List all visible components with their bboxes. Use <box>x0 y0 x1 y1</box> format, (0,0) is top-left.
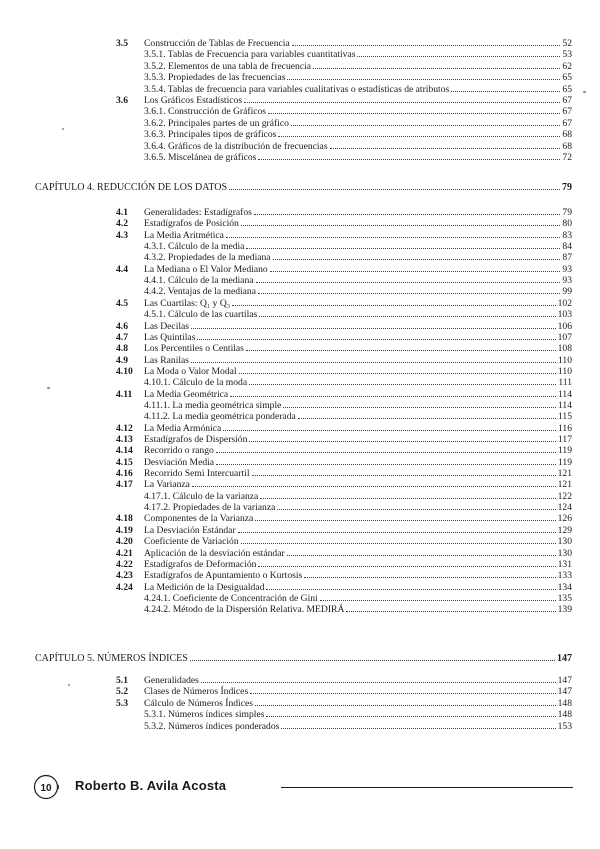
entry-title: 4.3.1. Cálculo de la media <box>144 241 245 253</box>
dot-leader <box>313 61 560 69</box>
dot-leader <box>223 423 556 431</box>
toc-subsection-entry[interactable] <box>144 502 572 513</box>
toc-subsection-entry[interactable] <box>144 84 572 95</box>
toc-subsection-entry[interactable] <box>144 491 572 502</box>
dot-leader <box>255 698 556 706</box>
entry-page-number: 147 <box>557 686 572 698</box>
entry-title: Cálculo de Números Índices <box>144 697 253 709</box>
section-number: 3.5 <box>116 38 128 49</box>
entry-page-number: 148 <box>557 697 572 709</box>
entry-page-number: 121 <box>557 479 572 491</box>
entry-title: Estadígrafos de Deformación <box>144 558 257 570</box>
entry-title: La Desviación Estándar <box>144 524 236 536</box>
chapter-page-number: 147 <box>557 653 572 664</box>
section-number: 5.2 <box>116 686 128 698</box>
dot-leader <box>216 445 556 453</box>
toc-subsection-entry[interactable] <box>144 129 572 140</box>
entry-title: 4.24.2. Método de la Dispersión Relativa. MEDIRÁ <box>144 604 345 616</box>
toc-section-entry[interactable] <box>144 207 572 218</box>
entry-title: Generalidades <box>144 675 199 686</box>
dot-leader <box>260 491 555 499</box>
entry-title: 3.5.4. Tablas de frecuencia para variables cualitativas o estadísticas de atributos <box>144 83 450 95</box>
entry-title: 3.5.1. Tablas de Frecuencia para variables cuantitativas <box>144 49 356 61</box>
dot-leader <box>277 502 555 510</box>
dot-leader <box>255 513 555 521</box>
entry-page-number: 129 <box>557 524 572 536</box>
toc-subsection-entry[interactable] <box>144 709 572 720</box>
entry-page-number: 122 <box>557 490 572 502</box>
entry-title: 4.17.1. Cálculo de la varianza <box>144 490 259 502</box>
entry-title: Desviación Media <box>144 456 215 468</box>
entry-page-number: 153 <box>557 720 572 732</box>
toc-subsection-entry[interactable] <box>144 275 572 286</box>
entry-title: Construcción de Tablas de Frecuencia <box>144 38 290 49</box>
entry-page-number: 148 <box>557 709 572 721</box>
toc-section-entry[interactable] <box>144 457 572 468</box>
entry-page-number: 68 <box>562 140 572 152</box>
entry-page-number: 124 <box>557 502 572 514</box>
section-number: 4.15 <box>116 456 133 468</box>
toc-section-entry[interactable] <box>144 343 572 354</box>
entry-page-number: 106 <box>557 320 572 332</box>
section-number: 4.8 <box>116 343 128 355</box>
entry-title: La Media Armónica <box>144 422 222 434</box>
dot-leader <box>229 181 560 190</box>
toc-subsection-entry[interactable] <box>144 400 572 411</box>
section-number: 4.14 <box>116 445 133 457</box>
entry-title: 3.6.1. Construcción de Gráficos <box>144 106 267 118</box>
section-number: 4.13 <box>116 434 133 445</box>
dot-leader <box>232 298 556 306</box>
section-number: 4.17 <box>116 479 133 491</box>
section-number: 5.1 <box>116 675 128 686</box>
section-number: 4.11 <box>116 388 133 400</box>
dot-leader <box>357 49 560 57</box>
dot-leader <box>283 400 556 408</box>
dot-leader <box>451 84 560 92</box>
dot-leader <box>226 230 560 238</box>
entry-title: La Media Geométrica <box>144 388 229 400</box>
toc-subsection-entry[interactable] <box>144 252 572 263</box>
toc-subsection-entry[interactable] <box>144 721 572 732</box>
dot-leader <box>241 218 561 226</box>
entry-page-number: 130 <box>557 536 572 548</box>
section-number: 4.9 <box>116 354 128 366</box>
entry-page-number: 53 <box>562 49 572 61</box>
entry-title: 4.17.2. Propiedades de la varianza <box>144 502 276 514</box>
toc-section-entry[interactable] <box>144 570 572 581</box>
entry-page-number: 147 <box>557 675 572 686</box>
toc-subsection-entry[interactable] <box>144 286 572 297</box>
entry-page-number: 84 <box>562 241 572 253</box>
dot-leader <box>258 152 560 160</box>
entry-page-number: 52 <box>562 38 572 49</box>
page-footer <box>33 773 573 801</box>
entry-title: 3.5.2. Elementos de una tabla de frecuencia <box>144 60 312 72</box>
entry-title: Aplicación de la desviación estándar <box>144 547 285 559</box>
dot-leader <box>256 275 561 283</box>
toc-section-entry[interactable] <box>144 559 572 570</box>
dot-leader <box>291 118 560 126</box>
section-number: 4.10 <box>116 365 133 377</box>
dot-leader <box>281 721 555 729</box>
dot-leader <box>258 286 560 294</box>
scan-speck <box>68 684 70 686</box>
dot-leader <box>287 548 556 556</box>
toc-section-entry[interactable] <box>144 321 572 332</box>
entry-title: Las Decilas <box>144 320 190 332</box>
dot-leader <box>238 525 556 533</box>
entry-title: 5.3.1. Números índices simples <box>144 709 265 721</box>
entry-page-number: 67 <box>562 95 572 106</box>
entry-page-number: 93 <box>562 263 572 275</box>
section-number: 4.16 <box>116 468 133 480</box>
entry-page-number: 139 <box>557 604 572 616</box>
entry-title: 3.6.3. Principales tipos de gráficos <box>144 129 277 141</box>
dot-leader <box>259 309 555 317</box>
section-number: 4.4 <box>116 263 128 275</box>
toc-section-entry[interactable] <box>144 536 572 547</box>
entry-page-number: 102 <box>557 297 572 309</box>
entry-title: La Moda o Valor Modal <box>144 365 237 377</box>
section-number: 4.6 <box>116 320 128 332</box>
toc-subsection-entry[interactable] <box>144 593 572 604</box>
section-number: 4.20 <box>116 536 133 548</box>
entry-title: Generalidades: Estadígrafos <box>144 207 252 218</box>
dot-leader <box>230 389 556 397</box>
toc-chapter-entry[interactable] <box>35 181 572 194</box>
entry-title: 4.24.1. Coeficiente de Concentración de Gini <box>144 592 318 604</box>
entry-title: La Varianza <box>144 479 190 491</box>
scan-speck <box>62 128 64 130</box>
dot-leader <box>192 479 556 487</box>
dot-leader <box>273 252 561 260</box>
toc-subsection-entry[interactable] <box>144 49 572 60</box>
entry-title: Coeficiente de Variación <box>144 536 239 548</box>
section-number: 4.22 <box>116 558 133 570</box>
dot-leader <box>287 72 560 80</box>
chapter-title: CAPÍTULO 4. REDUCCIÓN DE LOS DATOS <box>35 182 228 193</box>
entry-page-number: 117 <box>557 434 572 445</box>
toc-subsection-entry[interactable] <box>144 411 572 422</box>
toc-section-entry[interactable] <box>144 95 572 106</box>
toc-subsection-entry[interactable] <box>144 61 572 72</box>
toc-section-entry[interactable] <box>144 389 572 400</box>
dot-leader <box>250 686 555 694</box>
entry-page-number: 131 <box>557 558 572 570</box>
entry-title: Recorrido Semi Intercuartil <box>144 468 250 480</box>
entry-page-number: 67 <box>562 106 572 118</box>
toc-section-entry[interactable] <box>144 218 572 229</box>
entry-title: 3.6.2. Principales partes de un gráfico <box>144 117 289 129</box>
toc-section-entry[interactable] <box>144 264 572 275</box>
entry-page-number: 134 <box>557 581 572 593</box>
entry-page-number: 68 <box>562 129 572 141</box>
entry-title: 4.10.1. Cálculo de la moda <box>144 377 248 389</box>
section-number: 5.3 <box>116 697 128 709</box>
section-number: 4.21 <box>116 547 133 559</box>
dot-leader <box>258 559 555 567</box>
entry-page-number: 115 <box>557 411 572 423</box>
author-name: Roberto B. Avila Acosta <box>75 778 227 793</box>
section-number: 3.6 <box>116 95 128 106</box>
section-number: 4.19 <box>116 524 133 536</box>
dot-leader <box>254 207 561 215</box>
entry-title: La Mediana o El Valor Mediano <box>144 263 268 275</box>
entry-page-number: 67 <box>562 117 572 129</box>
entry-page-number: 110 <box>557 365 572 377</box>
dot-leader <box>270 264 561 272</box>
dot-leader <box>320 593 556 601</box>
entry-page-number: 103 <box>557 309 572 321</box>
entry-page-number: 114 <box>557 399 572 411</box>
entry-title: 4.4.2. Ventajas de la mediana <box>144 286 256 298</box>
dot-leader <box>249 434 556 442</box>
entry-title: Clases de Números Índices <box>144 686 249 698</box>
entry-page-number: 133 <box>557 570 572 582</box>
toc-section-entry[interactable] <box>144 698 572 709</box>
entry-page-number: 65 <box>562 83 572 95</box>
entry-title: 4.3.2. Propiedades de la mediana <box>144 252 271 264</box>
toc-section-entry[interactable] <box>144 479 572 490</box>
dot-leader <box>266 709 555 717</box>
toc-section-entry[interactable] <box>144 686 572 697</box>
entry-title: 4.11.2. La media geométrica ponderada <box>144 411 296 423</box>
entry-title: Los Percentiles o Centilas <box>144 343 244 355</box>
entry-title: Las Ranilas <box>144 354 190 366</box>
toc-subsection-entry[interactable] <box>144 377 572 388</box>
entry-page-number: 83 <box>562 229 572 241</box>
entry-page-number: 107 <box>557 331 572 343</box>
entry-page-number: 65 <box>562 72 572 84</box>
toc-section-entry[interactable] <box>144 38 572 49</box>
entry-page-number: 119 <box>557 456 572 468</box>
entry-page-number: 79 <box>562 207 572 218</box>
dot-leader <box>304 570 555 578</box>
entry-title: Las Cuartilas: Q₁ y Q₃ <box>144 297 231 309</box>
entry-title: Estadígrafos de Posición <box>144 218 239 230</box>
entry-page-number: 62 <box>562 60 572 72</box>
section-number: 4.5 <box>116 297 128 309</box>
section-number: 4.1 <box>116 207 128 218</box>
scan-speck <box>47 387 50 389</box>
entry-title: Recorrido o rango <box>144 445 214 457</box>
entry-title: Los Gráficos Estadísticos <box>144 95 243 106</box>
toc-section-entry[interactable] <box>144 332 572 343</box>
section-number: 4.2 <box>116 218 128 230</box>
entry-title: Estadígrafos de Dispersión <box>144 434 248 445</box>
toc-subsection-entry[interactable] <box>144 309 572 320</box>
entry-page-number: 126 <box>557 513 572 525</box>
entry-title: 3.5.3. Propiedades de las frecuencias <box>144 72 286 84</box>
section-number: 4.12 <box>116 422 133 434</box>
dot-leader <box>197 332 555 340</box>
page-number-badge <box>33 774 59 800</box>
dot-leader <box>190 652 555 661</box>
dot-leader <box>266 582 555 590</box>
section-number: 4.3 <box>116 229 128 241</box>
dot-leader <box>244 95 560 103</box>
entry-page-number: 135 <box>557 592 572 604</box>
entry-title: Las Quintilas <box>144 331 196 343</box>
dot-leader <box>249 377 556 385</box>
entry-page-number: 110 <box>557 354 572 366</box>
chapter-title: CAPÍTULO 5. NÚMEROS ÍNDICES <box>35 653 188 664</box>
entry-page-number: 93 <box>562 275 572 287</box>
entry-page-number: 119 <box>557 445 572 457</box>
dot-leader <box>278 129 560 137</box>
toc-section-entry[interactable] <box>144 525 572 536</box>
section-number: 4.23 <box>116 570 133 582</box>
entry-title: 3.6.4. Gráficos de la distribución de frecuencias <box>144 140 328 152</box>
entry-page-number: 116 <box>557 422 572 434</box>
chapter-page-number: 79 <box>562 182 572 193</box>
toc-section-entry[interactable] <box>144 468 572 479</box>
entry-page-number: 114 <box>557 388 572 400</box>
dot-leader <box>191 321 556 329</box>
entry-title: La Medición de la Desigualdad <box>144 581 265 593</box>
entry-title: Componentes de la Varianza <box>144 513 254 525</box>
entry-page-number: 130 <box>557 547 572 559</box>
dot-leader <box>246 343 556 351</box>
entry-title: 3.6.5. Miscelánea de gráficos <box>144 152 257 163</box>
toc-subsection-entry[interactable] <box>144 106 572 117</box>
entry-title: 4.11.1. La media geométrica simple <box>144 399 282 411</box>
section-number: 4.18 <box>116 513 133 525</box>
entry-title: La Media Aritmética <box>144 229 224 241</box>
toc-subsection-entry[interactable] <box>144 141 572 152</box>
entry-page-number: 87 <box>562 252 572 264</box>
dot-leader <box>330 141 561 149</box>
entry-title: 5.3.2. Números índices ponderados <box>144 720 280 732</box>
entry-title: 4.4.1. Cálculo de la mediana <box>144 275 254 287</box>
dot-leader <box>246 241 560 249</box>
dot-leader <box>268 106 560 114</box>
toc-section-entry[interactable] <box>144 513 572 524</box>
entry-page-number: 111 <box>558 377 572 389</box>
toc-section-entry[interactable] <box>144 675 572 686</box>
toc-subsection-entry[interactable] <box>144 152 572 163</box>
toc-subsection-entry[interactable] <box>144 118 572 129</box>
toc-section-entry[interactable] <box>144 298 572 309</box>
toc-section-entry[interactable] <box>144 582 572 593</box>
section-number: 4.24 <box>116 581 133 593</box>
dot-leader <box>201 675 556 683</box>
toc-section-entry[interactable] <box>144 445 572 456</box>
dot-leader <box>216 457 556 465</box>
toc-section-entry[interactable] <box>144 434 572 445</box>
entry-title: 4.5.1. Cálculo de las cuartilas <box>144 309 258 321</box>
dot-leader <box>239 366 556 374</box>
dot-leader <box>252 468 556 476</box>
entry-page-number: 72 <box>562 152 572 163</box>
entry-page-number: 121 <box>557 468 572 480</box>
scan-speck <box>583 91 586 93</box>
section-number: 4.7 <box>116 331 128 343</box>
toc-section-entry[interactable] <box>144 423 572 434</box>
footer-divider <box>281 787 573 788</box>
toc-subsection-entry[interactable] <box>144 604 572 615</box>
toc-chapter-entry[interactable] <box>35 652 572 665</box>
toc-section-entry[interactable] <box>144 548 572 559</box>
page-number: 10 <box>40 783 52 794</box>
dot-leader <box>346 604 555 612</box>
entry-title: Estadígrafos de Apuntamiento o Kurtosis <box>144 570 303 582</box>
toc-section-entry[interactable] <box>144 366 572 377</box>
dot-leader <box>191 355 556 363</box>
toc-subsection-entry[interactable] <box>144 72 572 83</box>
toc-subsection-entry[interactable] <box>144 241 572 252</box>
entry-page-number: 80 <box>562 218 572 230</box>
entry-page-number: 99 <box>562 286 572 298</box>
toc-section-entry[interactable] <box>144 355 572 366</box>
dot-leader <box>241 536 556 544</box>
entry-page-number: 108 <box>557 343 572 355</box>
dot-leader <box>298 411 556 419</box>
toc-section-entry[interactable] <box>144 230 572 241</box>
dot-leader <box>292 38 561 46</box>
